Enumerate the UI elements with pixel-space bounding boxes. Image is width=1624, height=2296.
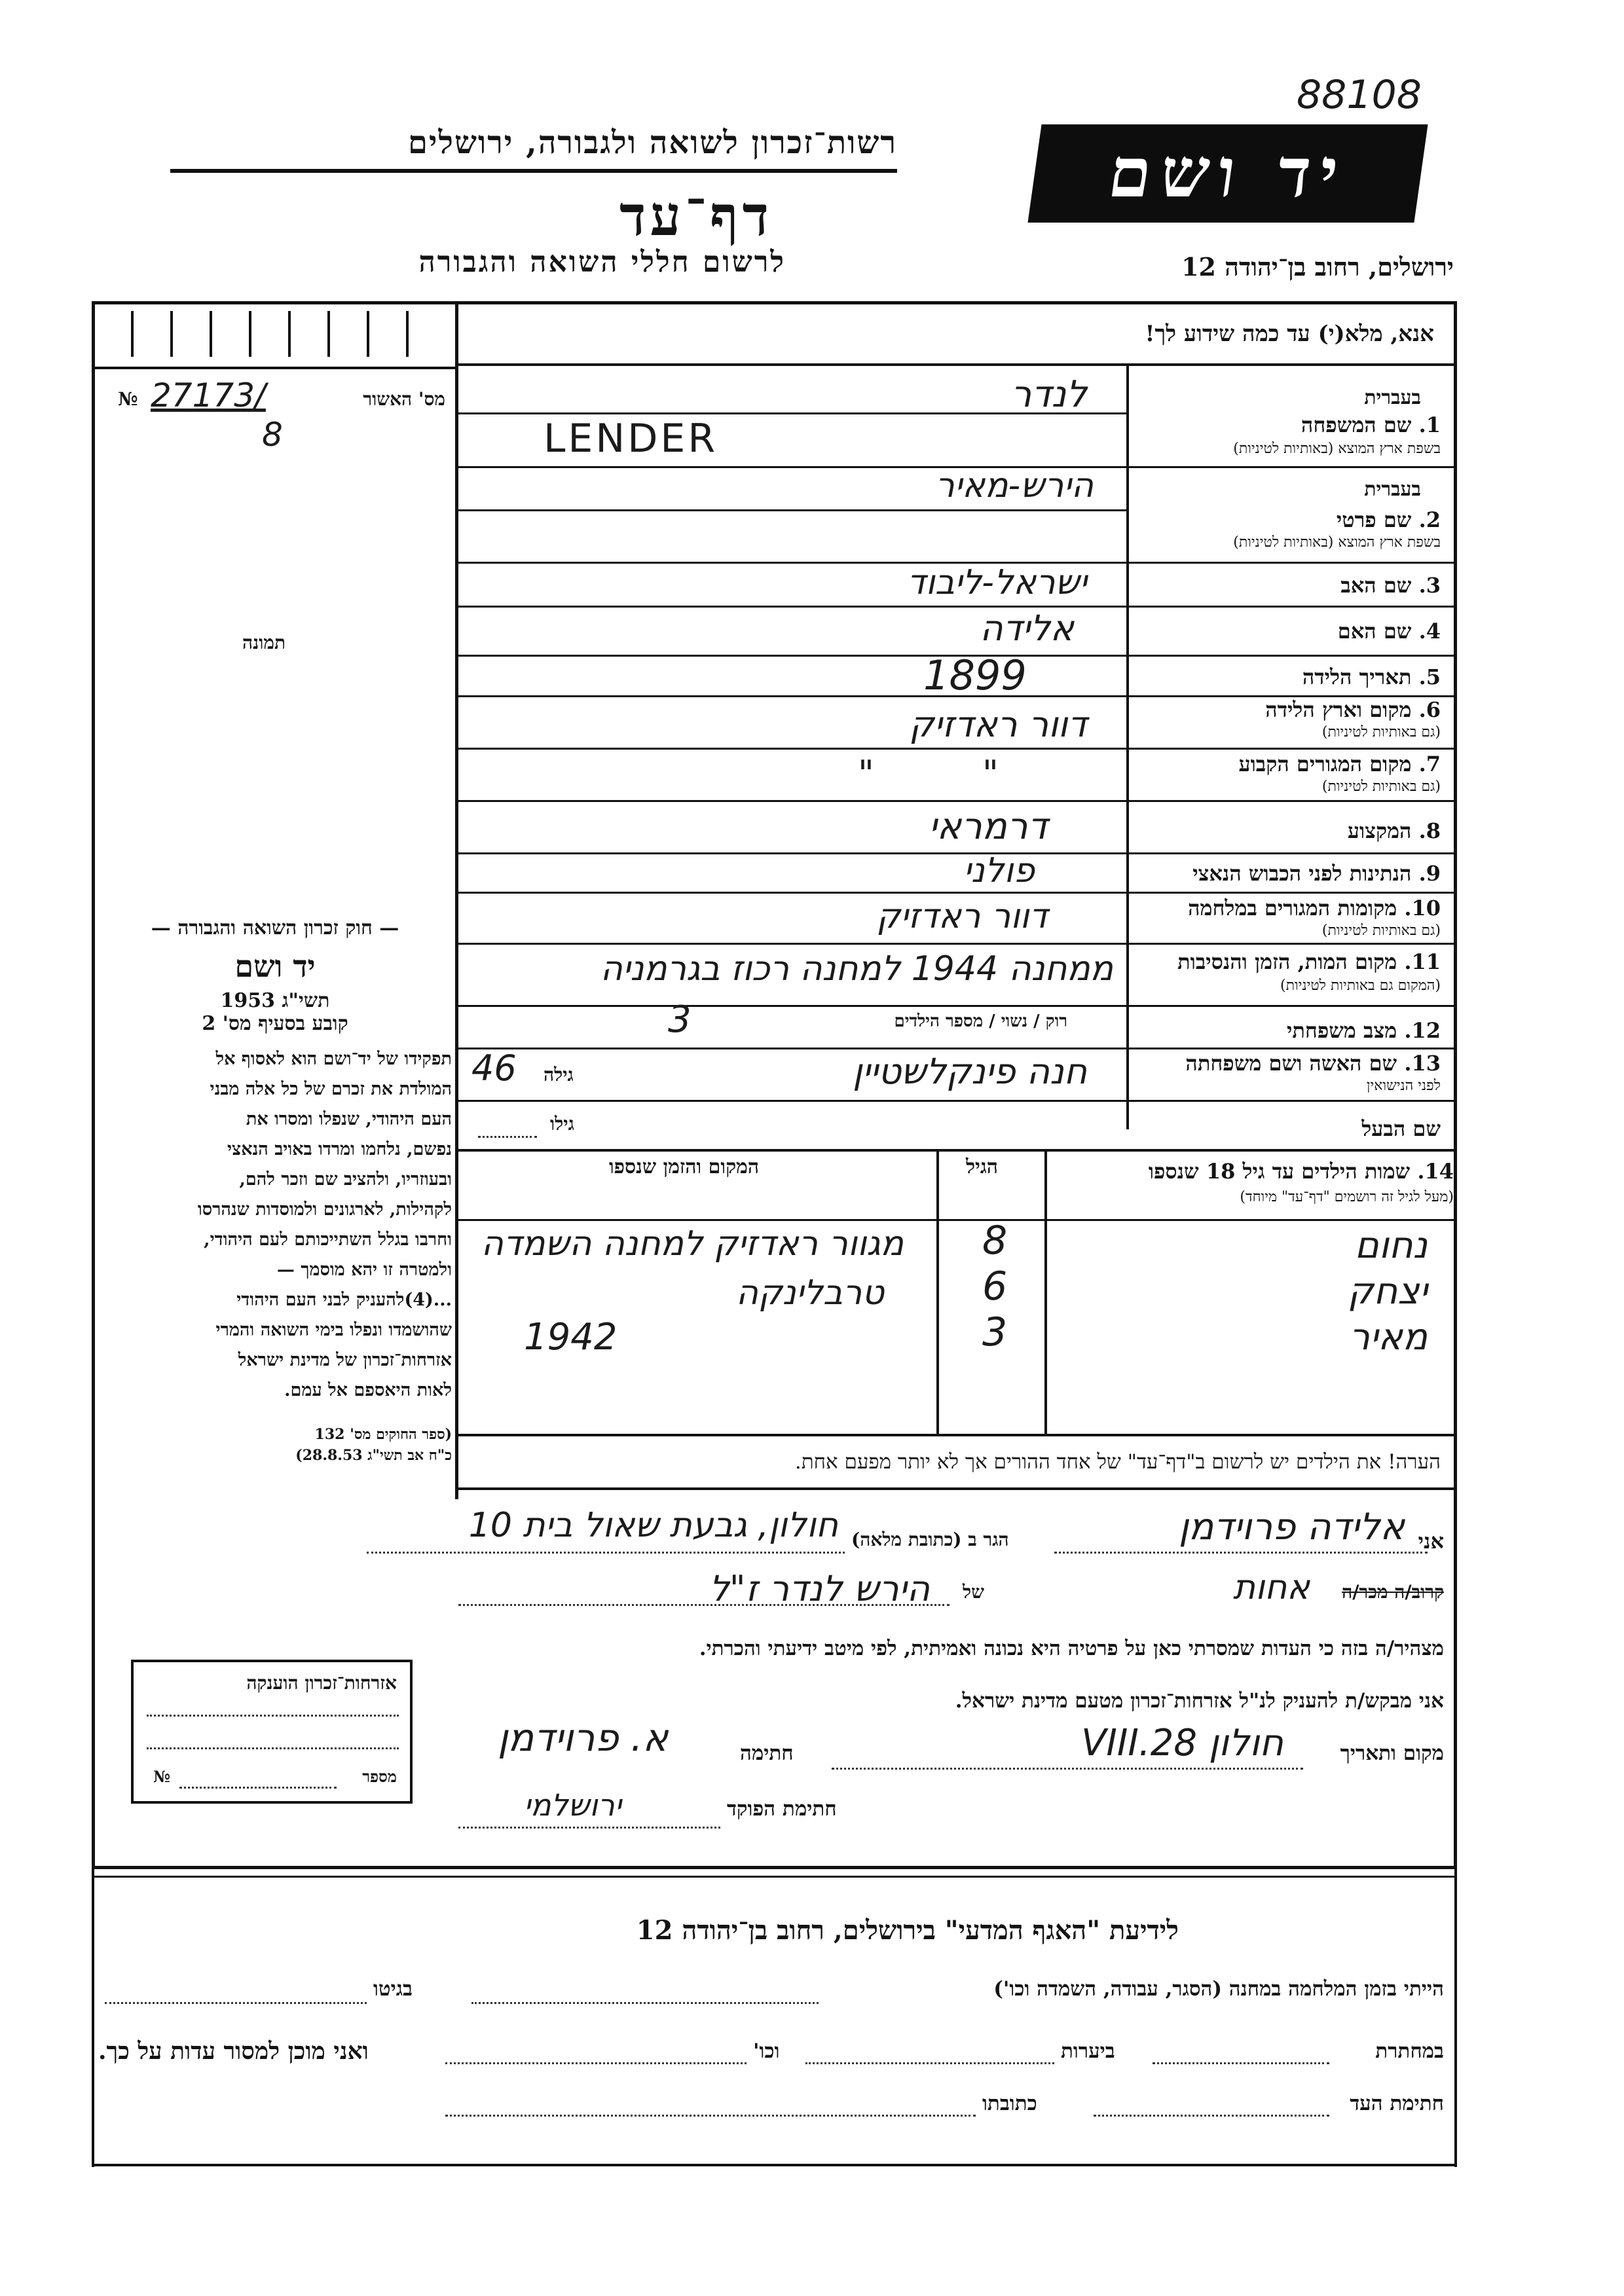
authority-name: רשות־זכרון לשואה ולגבורה, ירושלים (407, 124, 897, 161)
declarant-address-label: הגר ב (כתובת מלאה) (851, 1529, 1009, 1550)
wife-name-value: חנה פינקלשטיין (853, 1051, 1087, 1092)
child-age-3: 3 (982, 1309, 1008, 1355)
marital-status-options: רוק / נשוי / מספר הילדים (894, 1011, 1067, 1031)
father-name-value: ישראל-ליבוד (907, 563, 1087, 602)
of-label: של (963, 1581, 984, 1603)
wife-name-label: 13. שם האשה ושם משפחתה (1185, 1051, 1441, 1076)
law-citation-2: כ"ח אב תשי"ג 28.8.53) (295, 1447, 452, 1464)
residence-value-ditto-2: " (982, 753, 999, 794)
form-title: דף־עד (619, 183, 773, 248)
left-column-divider (455, 301, 458, 1499)
photo-label: תמונה (242, 632, 286, 653)
war-residence-label: 10. מקומות המגורים במלחמה (1188, 896, 1441, 920)
child-place-1: מגוור ראדזיק למחנה השמדה (481, 1224, 904, 1264)
occupation-label: 8. המקצוע (1347, 818, 1441, 843)
wife-name-note: לפני הנישואין (1366, 1078, 1441, 1094)
surname-latin-note: בשפת ארץ המוצא (באותיות לטיניות) (1233, 441, 1441, 457)
citizenship-box-title: אזרחות־זכרון הוענקה (246, 1672, 397, 1694)
officer-signature: ירושלמי (524, 1787, 622, 1823)
footer-line2-testimony: ואני מוכן למסור עדות על כך. (98, 2037, 369, 2065)
institution-address: ירושלים, רחוב בן־יהודה 12 (1181, 252, 1454, 282)
mother-name-label: 4. שם האם (1337, 619, 1441, 644)
declarant-name: אלידה פרוידמן (1179, 1506, 1405, 1548)
children-count-value: 3 (668, 998, 692, 1041)
death-place-note: (המקום גם באותיות לטיניות) (1280, 977, 1441, 994)
declarant-address: חולון, גבעת שאול בית 10 (468, 1506, 838, 1545)
first-name-value: הירש-מאיר (935, 466, 1094, 505)
law-citation-1: (ספר החוקים מס' 132 (314, 1426, 452, 1443)
husband-age-label: גילו (550, 1113, 574, 1135)
residence-note: (גם באותיות לטיניות) (1321, 778, 1441, 795)
child-name-2: יצחק (1347, 1270, 1428, 1313)
children-title: 14. שמות הילדים עד גיל 18 שנספו (1148, 1159, 1454, 1184)
place-date-value: חולון 28.VIII (1081, 1722, 1283, 1764)
relative-of-value: הירש לנדר ז"ל (709, 1568, 930, 1609)
child-place-2: טרבלינקה (735, 1273, 884, 1313)
birth-date-label: 5. תאריך הלידה (1302, 665, 1441, 689)
child-age-2: 6 (982, 1264, 1008, 1309)
birth-date-value: 1899 (923, 651, 1027, 699)
husband-name-label: שם הבעל (1361, 1116, 1441, 1141)
child-name-1: נחום (1354, 1224, 1428, 1267)
footer-title: לידיעת "האגף המדעי" בירושלים, רחוב בן־יהודה 12 (636, 1915, 1179, 1946)
signature-label: חתימה (740, 1741, 794, 1765)
form-instruction: אנא, מלא(י) עד כמה שידוע לך! (1145, 321, 1434, 347)
war-residence-value: דוור ראדזיק (876, 897, 1048, 936)
first-name-latin-note: בשפת ארץ המוצא (באותיות לטיניות) (1233, 534, 1441, 551)
place-date-label: מקום ותאריך (1340, 1741, 1444, 1765)
children-place-header: המקום והזמן שנספו (609, 1156, 760, 1178)
declarant-i-label: אני (1418, 1529, 1444, 1554)
war-residence-note: (גם באותיות לטיניות) (1321, 922, 1441, 939)
children-remark: הערה! את הילדים יש לרשום ב"דף־עד" של אחד ההורים אך לא יותר מפעם אחת. (794, 1450, 1441, 1474)
footer-line2-etc: וכו' (753, 2039, 780, 2063)
in-hebrew-label-1: בעברית (1364, 386, 1421, 409)
child-age-1: 8 (982, 1218, 1008, 1264)
occupation-value: דרמראי (929, 805, 1048, 848)
footer-line2-underground: במחתרת (1375, 2039, 1444, 2063)
law-body: תפקידו של יד־ושם הוא לאסוף אל המולדת את זכרם של כל אלה מבני העם היהודי, שנפלו ומסרו את נפשם, נלחמו ומרדו באויב הנאצי ובעוזריו, ולהציב שם וזכר להם, לקהילות, לארגונים ולמוסדות שנהרסו וחרבו בגלל השתייכותם לעם היהודי, ולמטרה זו יהא מוסמך — ...(4)להעניק לבני העם היהודי שהושמדו ונפלו בימי השואה והמרי אזרחות־זכרון של מדינת ישראל לאות היאספם אל עמם. (197, 1049, 452, 1400)
registration-ticks (111, 311, 439, 363)
citizenship-number-label: מספר (362, 1767, 397, 1786)
nationality-value: פולני (963, 851, 1035, 890)
husband-age-dots (478, 1136, 537, 1138)
wife-age-value: 46 (471, 1048, 517, 1089)
page-outer-right-edge (1454, 1866, 1457, 2167)
relation-value: אחות (1232, 1568, 1310, 1607)
law-title: חוק זכרון השואה והגבורה (177, 917, 373, 939)
birth-place-label: 6. מקום וארץ הלידה (1265, 697, 1441, 722)
page-outer-left-edge (92, 1866, 94, 2167)
death-place-label: 11. מקום המות, הזמן והנסיבות (1177, 949, 1441, 974)
authority-underline (170, 169, 897, 173)
law-year-hebrew: תשי"ג (282, 989, 330, 1012)
footer-witness-signature-label: חתימת העד (1350, 2092, 1444, 2115)
birth-place-value: דוור ראדזיק (909, 704, 1087, 745)
surname-label: 1. שם המשפחה (1301, 412, 1441, 437)
law-sidebar: — חוק זכרון השואה והגבורה — יד ושם תשי"ג 1953 קובע בסעיף מס' 2 תפקידו של יד־ושם הוא לאסוף אל המולדת את זכרם של כל אלה מבני העם היהודי, שנפלו ומסרו את נפשם, נלחמו ומרדו באויב הנאצי ובעוזריו, ולהציב שם וזכר להם, לקהילות, לארגונים ולמוסדות שנהרסו וחרבו בגלל השתייכותם לעם היהודי, ולמטרה זו יהא מוסמך — ...(4)להעניק לבני העם היהודי שהושמדו ונפלו בימי השואה והמרי אזרחות־זכרון של מדינת ישראל לאות היאספם אל עמם. (ספר החוקים מס' 132 כ"ח אב תשי"ג 28.8.53) (98, 917, 452, 1466)
child-name-3: מאיר (1349, 1316, 1428, 1358)
wife-age-label: גילה (544, 1064, 574, 1085)
registration-number-field: № 27173/ מס' האשור 8 (118, 376, 445, 454)
relation-label: קרוב/ה מכר/ה (1342, 1581, 1444, 1603)
archive-stamp-number: 88108 (1297, 72, 1422, 118)
children-note: (מעל לגיל זה רושמים "דף־עד" מיוחד) (1240, 1189, 1454, 1205)
mother-name-value: אלידה (980, 608, 1074, 649)
child-place-3: 1942 (524, 1316, 618, 1358)
father-name-label: 3. שם האב (1340, 573, 1441, 598)
surname-latin-value: LENDER (544, 416, 718, 462)
officer-signature-label: חתימת הפוקד (727, 1797, 837, 1821)
in-hebrew-label-2: בעברית (1364, 478, 1421, 501)
children-age-header: הגיל (966, 1156, 999, 1178)
form-subtitle: לרשום חללי השואה והגבורה (418, 246, 786, 279)
declaration-statement: מצהיר/ה בזה כי העדות שמסרתי כאן על פרטיה היא נכונה ואמיתית, לפי מיטב ידיעתי והכרתי. (699, 1637, 1444, 1660)
yad-vashem-logo: יד ושם (1027, 124, 1428, 223)
death-place-value: ממחנה 1944 למחנה רכוז בגרמניה (600, 949, 1113, 989)
law-name: יד ושם (234, 949, 316, 984)
footer-address-label: כתובתו (982, 2092, 1037, 2115)
citizenship-request: אני מבקש/ת להעניק לנ"ל אזרחות־זכרון מטעם מדינת ישראל. (955, 1689, 1444, 1713)
birth-place-note: (גם באותיות לטיניות) (1321, 724, 1441, 740)
footer-line1-camp: הייתי בזמן המלחמה במחנה (הסגר, עבודה, השמדה וכו') (993, 1977, 1444, 2001)
citizenship-box: אזרחות־זכרון הוענקה מספר № (131, 1660, 413, 1804)
law-year: 1953 (220, 989, 276, 1012)
declarant-signature: א. פרוידמן (498, 1715, 669, 1760)
law-clause: קובע בסעיף מס' 2 (202, 1012, 348, 1035)
first-name-label: 2. שם פרטי (1336, 507, 1441, 532)
marital-status-label: 12. מצב משפחתי (1287, 1018, 1441, 1043)
residence-label: 7. מקום המגורים הקבוע (1238, 752, 1441, 776)
footer-line2-forests: ביערות (1061, 2039, 1115, 2063)
residence-value: " (858, 753, 874, 794)
surname-hebrew-value: לנדר (1010, 373, 1087, 416)
footer-line1-ghetto: בגיטו (373, 1977, 413, 2001)
nationality-label: 9. הנתינות לפני הכבוש הנאצי (1192, 861, 1441, 886)
